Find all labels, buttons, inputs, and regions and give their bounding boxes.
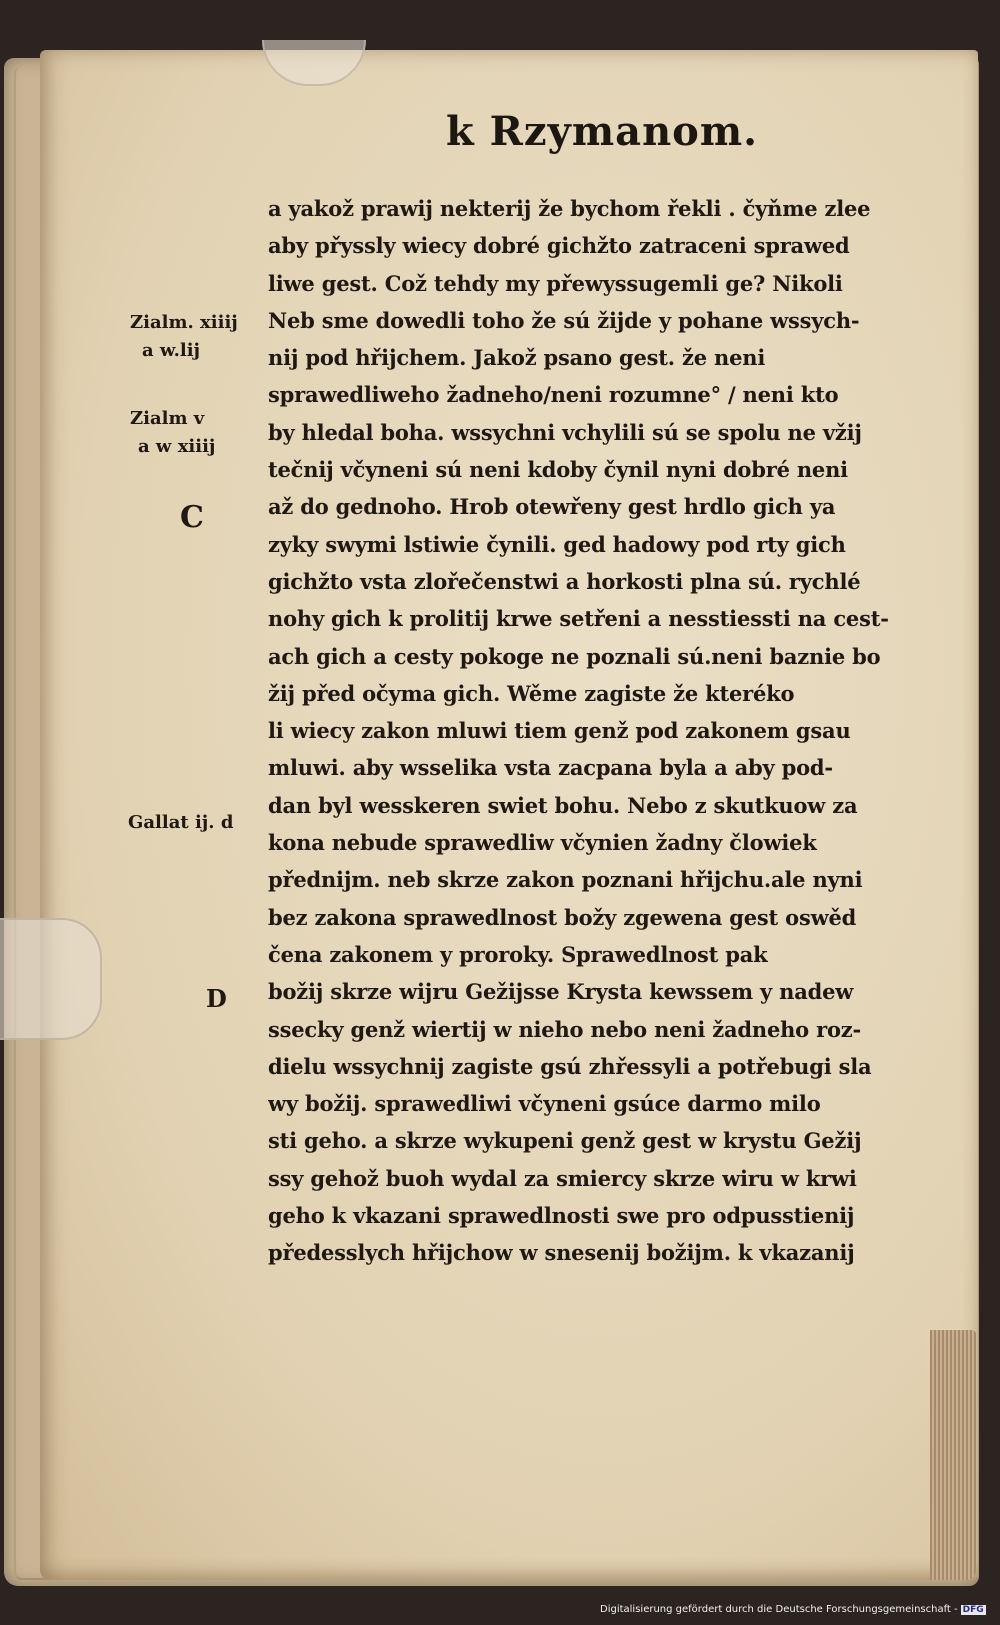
text-line: čena zakonem y proroky. Sprawedlnost pak — [268, 941, 768, 967]
text-line: až do gednoho. Hrob otewřeny gest hrdlo gich ya — [268, 494, 836, 520]
body-text — [268, 190, 928, 1272]
page-stack-edge — [930, 1330, 976, 1580]
text-line: tečnij včyneni sú neni kdoby čynil nyni dobré neni — [268, 457, 848, 483]
text-line: by hledal boha. wssychni vchylili sú se spolu ne vžij — [268, 419, 862, 445]
text-line: li wiecy zakon mluwi tiem genž pod zakonem gsau — [268, 718, 851, 744]
margin-reference-galatians: Gallat ij. d — [128, 812, 234, 833]
dfg-logo: DFG — [962, 1605, 984, 1615]
left-page-clip — [0, 918, 102, 1040]
margin-reference-psalm-2-cont: a w xiiij — [138, 436, 216, 457]
text-line: sprawedliweho žadneho/neni rozumne° / neni kto — [268, 382, 839, 408]
text-line: dan byl wesskeren swiet bohu. Nebo z skutkuow za — [268, 792, 858, 818]
text-line: přednijm. neb skrze zakon poznani hřijchu.ale nyni — [268, 867, 863, 893]
running-header: k Rzymanom. — [446, 108, 759, 155]
margin-reference-psalm-2: Zialm v — [130, 408, 205, 429]
text-line: ssecky genž wiertij w nieho nebo neni žadneho roz- — [268, 1016, 862, 1042]
text-line: nohy gich k prolitij krwe setřeni a nesstiessti na cest- — [268, 606, 889, 632]
margin-reference-psalm-1-cont: a w.lij — [142, 340, 201, 361]
text-line: žij před očyma gich. Wěme zagiste že kteréko — [268, 680, 795, 706]
margin-section-letter-c: C — [180, 500, 204, 535]
text-line: aby přyssly wiecy dobré gichžto zatraceni sprawed — [268, 233, 850, 259]
margin-section-letter-d: D — [206, 984, 227, 1013]
text-line: nij pod hřijchem. Jakož psano gest. že neni — [268, 345, 766, 371]
text-line: božij skrze wijru Gežijsse Krysta kewssem y nadew — [268, 979, 854, 1005]
text-line: předesslych hřijchow w snesenij božijm. k vkazanij — [268, 1240, 855, 1266]
text-line: gichžto vsta zlořečenstwi a horkosti plna sú. rychlé — [268, 568, 861, 594]
text-line: bez zakona sprawedlnost božy zgewena gest oswěd — [268, 904, 857, 930]
text-line: mluwi. aby wsselika vsta zacpana byla a aby pod- — [268, 755, 833, 781]
text-line: liwe gest. Což tehdy my přewyssugemli ge? Nikoli — [268, 270, 843, 296]
text-line: a yakož prawij nekterij že bychom řekli . čyňme zlee — [268, 196, 871, 221]
text-line: kona nebude sprawedliw včynien žadny člowiek — [268, 830, 817, 856]
text-line: zyky swymi lstiwie čynili. ged hadowy pod rty gich — [268, 531, 846, 557]
text-line: Neb sme dowedli toho že sú žijde y pohane wssych- — [268, 307, 860, 333]
digitization-credit — [600, 1604, 986, 1615]
text-line: geho k vkazani sprawedlnosti swe pro odpusstienij — [268, 1203, 855, 1229]
text-line: ssy gehož buoh wydal za smiercy skrze wiru w krwi — [268, 1165, 857, 1191]
text-line: dielu wssychnij zagiste gsú zhřessyli a potřebugi sla — [268, 1053, 872, 1079]
text-line: wy božij. sprawedliwi včyneni gsúce darmo milo — [268, 1091, 821, 1117]
text-line: ach gich a cesty pokoge ne poznali sú.neni baznie bo — [268, 643, 881, 669]
credit-text: Digitalisierung gefördert durch die Deutsche Forschungsgemeinschaft - — [600, 1604, 958, 1615]
text-line: sti geho. a skrze wykupeni genž gest w krystu Gežij — [268, 1128, 862, 1154]
margin-reference-psalm-1: Zialm. xiiij — [130, 312, 238, 333]
